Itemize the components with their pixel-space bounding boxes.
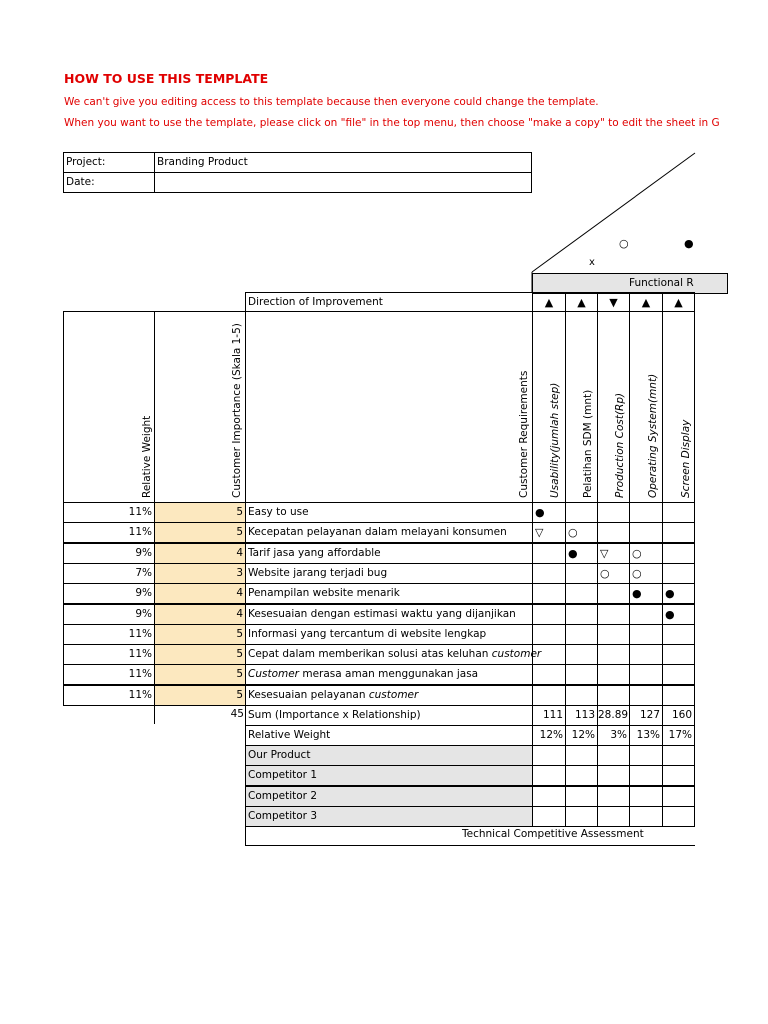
row-relative-weight: 11%	[63, 522, 155, 543]
row-requirement	[245, 644, 542, 665]
fr-header-2: Pelatihan SDM (mnt)	[582, 389, 594, 498]
roof-filled-circle-icon: ●	[684, 237, 694, 250]
competitive-cell[interactable]	[629, 765, 663, 786]
relationship-cell[interactable]: ○	[629, 543, 663, 564]
competitive-cell[interactable]	[662, 806, 695, 827]
fr-header-4: Operating System(mnt)	[647, 373, 659, 498]
project-label: Project:	[63, 152, 155, 173]
relationship-cell[interactable]	[565, 644, 598, 665]
relationship-cell[interactable]	[597, 522, 630, 543]
row-importance[interactable]: 5	[154, 644, 246, 665]
row-requirement	[245, 604, 533, 625]
relative-weight-value-1: 12%	[532, 725, 566, 746]
relative-weight-value-3: 3%	[597, 725, 630, 746]
fr-header-3: Production Cost(Rp)	[614, 392, 626, 498]
relationship-cell[interactable]	[662, 522, 695, 543]
requirement-italic-text: Customer	[248, 668, 300, 681]
importance-total: 45	[230, 708, 244, 720]
roof-open-circle-icon: ○	[619, 237, 629, 250]
howto-line-2: When you want to use the template, please click on "file" in the top menu, then choose "make a copy" to edit the sheet in G	[64, 117, 720, 129]
direction-arrow-5: ▲	[662, 292, 695, 312]
row-requirement	[245, 685, 533, 706]
relationship-cell[interactable]	[532, 664, 566, 685]
row-requirement	[245, 543, 533, 564]
competitive-label: Our Product	[245, 745, 533, 766]
sum-value-4: 127	[629, 705, 663, 726]
row-requirement	[245, 583, 533, 604]
relative-weight-value-2: 12%	[565, 725, 598, 746]
customer-requirements-header-cell	[245, 311, 533, 503]
relationship-cell[interactable]	[597, 685, 630, 706]
customer-requirements-header: Customer Requirements	[518, 370, 530, 498]
relationship-cell[interactable]: ●	[532, 502, 566, 523]
relationship-cell[interactable]	[532, 624, 566, 645]
competitive-cell[interactable]	[532, 786, 566, 807]
howto-line-1: We can't give you editing access to this template because then everyone could change the template.	[64, 96, 599, 108]
relationship-cell[interactable]	[629, 604, 663, 625]
relationship-cell[interactable]	[565, 502, 598, 523]
direction-arrow-1: ▲	[532, 292, 566, 312]
requirement-text: Informasi yang tercantum di website lengkap	[248, 627, 487, 640]
roof-x-mark: x	[589, 257, 595, 268]
relationship-cell[interactable]: ▽	[532, 522, 566, 543]
sum-value-5: 160	[662, 705, 695, 726]
relationship-cell[interactable]	[597, 604, 630, 625]
relationship-cell[interactable]: ●	[662, 604, 695, 625]
row-relative-weight: 9%	[63, 543, 155, 564]
relationship-cell[interactable]: ○	[629, 563, 663, 584]
row-requirement	[245, 624, 533, 645]
competitive-cell[interactable]	[532, 806, 566, 827]
row-requirement	[245, 502, 533, 523]
relationship-cell[interactable]: ●	[662, 583, 695, 604]
relationship-cell[interactable]	[565, 685, 598, 706]
requirement-text: Tarif jasa yang affordable	[248, 546, 381, 559]
roof-diagonal	[532, 153, 695, 272]
competitive-cell[interactable]	[597, 745, 630, 766]
sum-value-3: 28.89	[597, 705, 630, 726]
competitive-cell[interactable]	[629, 745, 663, 766]
direction-arrow-3: ▼	[597, 292, 630, 312]
requirement-text: Kesesuaian pelayanan	[248, 688, 369, 701]
relative-weight-header: Relative Weight	[141, 415, 153, 498]
relationship-cell[interactable]	[629, 522, 663, 543]
relationship-cell[interactable]	[662, 685, 695, 706]
relationship-cell[interactable]: ○	[565, 522, 598, 543]
row-importance[interactable]: 3	[154, 563, 246, 584]
requirement-italic-text: customer	[368, 688, 419, 701]
row-relative-weight: 11%	[63, 664, 155, 685]
relationship-cell[interactable]	[629, 502, 663, 523]
relationship-cell[interactable]	[662, 624, 695, 645]
competitive-cell[interactable]	[532, 745, 566, 766]
row-importance[interactable]: 4	[154, 604, 246, 625]
competitive-label: Competitor 3	[245, 806, 533, 827]
competitive-cell[interactable]	[565, 786, 598, 807]
relationship-cell[interactable]	[532, 685, 566, 706]
row-importance[interactable]: 4	[154, 583, 246, 604]
requirement-text: Kecepatan pelayanan dalam melayani konsumen	[248, 526, 507, 539]
competitive-cell[interactable]	[532, 765, 566, 786]
requirement-text: Penampilan website menarik	[248, 587, 400, 600]
requirement-text: Easy to use	[248, 506, 309, 518]
relationship-cell[interactable]	[565, 563, 598, 584]
sum-row-label: Sum (Importance x Relationship)	[245, 705, 533, 726]
competitive-cell[interactable]	[629, 806, 663, 827]
row-importance[interactable]: 5	[154, 502, 246, 523]
competitive-cell[interactable]	[662, 745, 695, 766]
technical-competitive-assessment: Technical Competitive Assessment	[462, 828, 644, 840]
relationship-cell[interactable]: ●	[565, 543, 598, 564]
relationship-cell[interactable]	[597, 583, 630, 604]
relationship-cell[interactable]	[597, 664, 630, 685]
relationship-cell[interactable]	[565, 664, 598, 685]
row-importance[interactable]: 5	[154, 685, 246, 706]
relationship-cell[interactable]	[629, 664, 663, 685]
relationship-cell[interactable]: ▽	[597, 543, 630, 564]
requirement-text: Website jarang terjadi bug	[248, 566, 388, 579]
row-importance[interactable]: 5	[154, 522, 246, 543]
sum-value-1: 111	[532, 705, 566, 726]
relative-weight-value-4: 13%	[629, 725, 663, 746]
relationship-cell[interactable]	[532, 644, 566, 665]
relationship-cell[interactable]	[629, 624, 663, 645]
fr-header-1: Usability(jumlah step)	[549, 382, 561, 498]
direction-arrow-4: ▲	[629, 292, 663, 312]
relationship-cell[interactable]	[662, 644, 695, 665]
row-relative-weight: 11%	[63, 644, 155, 665]
howto-title: HOW TO USE THIS TEMPLATE	[64, 71, 269, 86]
relationship-cell[interactable]	[565, 624, 598, 645]
direction-label: Direction of Improvement	[245, 292, 533, 312]
functional-requirements-header: Functional R	[532, 273, 728, 294]
relationship-cell[interactable]	[629, 685, 663, 706]
relationship-cell[interactable]	[565, 583, 598, 604]
relationship-cell[interactable]	[597, 644, 630, 665]
row-requirement	[245, 522, 533, 543]
relationship-cell[interactable]: ○	[597, 563, 630, 584]
row-importance[interactable]: 4	[154, 543, 246, 564]
relationship-cell[interactable]	[532, 563, 566, 584]
row-relative-weight: 7%	[63, 563, 155, 584]
relative-weight-row-label: Relative Weight	[245, 725, 533, 746]
relationship-cell[interactable]	[597, 502, 630, 523]
competitive-cell[interactable]	[597, 786, 630, 807]
row-relative-weight: 11%	[63, 502, 155, 523]
relationship-cell[interactable]	[565, 604, 598, 625]
competitive-label: Competitor 1	[245, 765, 533, 786]
relationship-cell[interactable]	[597, 624, 630, 645]
competitive-cell[interactable]	[662, 765, 695, 786]
requirement-text: Kesesuaian dengan estimasi waktu yang dijanjikan	[248, 607, 516, 620]
row-requirement	[245, 563, 533, 584]
row-requirement	[245, 664, 533, 685]
direction-arrow-2: ▲	[565, 292, 598, 312]
relationship-cell[interactable]	[662, 502, 695, 523]
weight-column-extension	[154, 703, 155, 724]
project-value[interactable]: Branding Product	[154, 152, 532, 173]
competitive-cell[interactable]	[662, 786, 695, 807]
relationship-cell[interactable]	[662, 543, 695, 564]
competitive-cell[interactable]	[565, 765, 598, 786]
relationship-cell[interactable]: ●	[629, 583, 663, 604]
competitive-cell[interactable]	[597, 765, 630, 786]
requirement-text: merasa aman menggunakan jasa	[299, 668, 479, 681]
row-importance[interactable]: 5	[154, 624, 246, 645]
sum-value-2: 113	[565, 705, 598, 726]
relationship-cell[interactable]	[532, 604, 566, 625]
customer-importance-header: Customer Importance (Skala 1-5)	[231, 323, 243, 498]
fr-header-5: Screen Display	[680, 419, 692, 498]
competitive-cell[interactable]	[565, 806, 598, 827]
relationship-cell[interactable]	[629, 644, 663, 665]
row-relative-weight: 9%	[63, 604, 155, 625]
relative-weight-value-5: 17%	[662, 725, 695, 746]
row-relative-weight: 11%	[63, 685, 155, 706]
relationship-cell[interactable]	[532, 583, 566, 604]
requirement-italic-text: customer	[491, 648, 542, 661]
competitive-cell[interactable]	[565, 745, 598, 766]
competitive-cell[interactable]	[597, 806, 630, 827]
competitive-cell[interactable]	[629, 786, 663, 807]
date-label: Date:	[63, 172, 155, 193]
relationship-cell[interactable]	[662, 563, 695, 584]
row-relative-weight: 9%	[63, 583, 155, 604]
requirement-text: Cepat dalam memberikan solusi atas keluhan	[248, 648, 492, 661]
relationship-cell[interactable]	[662, 664, 695, 685]
row-relative-weight: 11%	[63, 624, 155, 645]
competitive-label: Competitor 2	[245, 786, 533, 807]
relationship-cell[interactable]	[532, 543, 566, 564]
row-importance[interactable]: 5	[154, 664, 246, 685]
